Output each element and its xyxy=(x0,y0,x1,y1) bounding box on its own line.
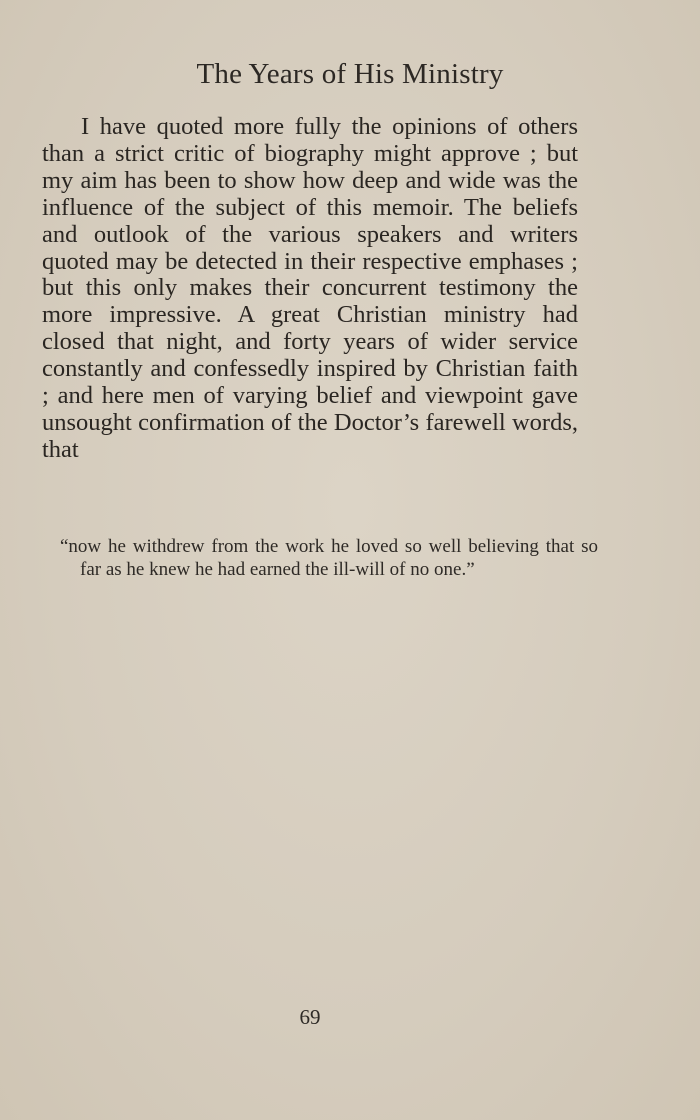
body-paragraph-text: I have quoted more fully the opinions of others than a strict critic of biography might approve ; but my aim has been to show how deep and wide was the influence of the subject of this memoir. The beliefs and outlook of the various speakers and writers quoted may be detected in their respective emphases ; but this only makes their concurrent testimony the more impressive. A great Christian ministry had closed that night, and forty years of wider service constantly and confessedly inspired by Christian faith ; and here men of varying belief and viewpoint gave unsought confirmation of the Doctor’s farewell words, that xyxy=(42,113,578,463)
body-paragraph xyxy=(42,114,578,464)
block-quote: “now he withdrew from the work he loved so well believing that so far as he knew he had earned the ill-will of no one.” xyxy=(60,536,598,580)
running-head: The Years of His Ministry xyxy=(196,58,504,90)
page-number: 69 xyxy=(299,1005,321,1029)
